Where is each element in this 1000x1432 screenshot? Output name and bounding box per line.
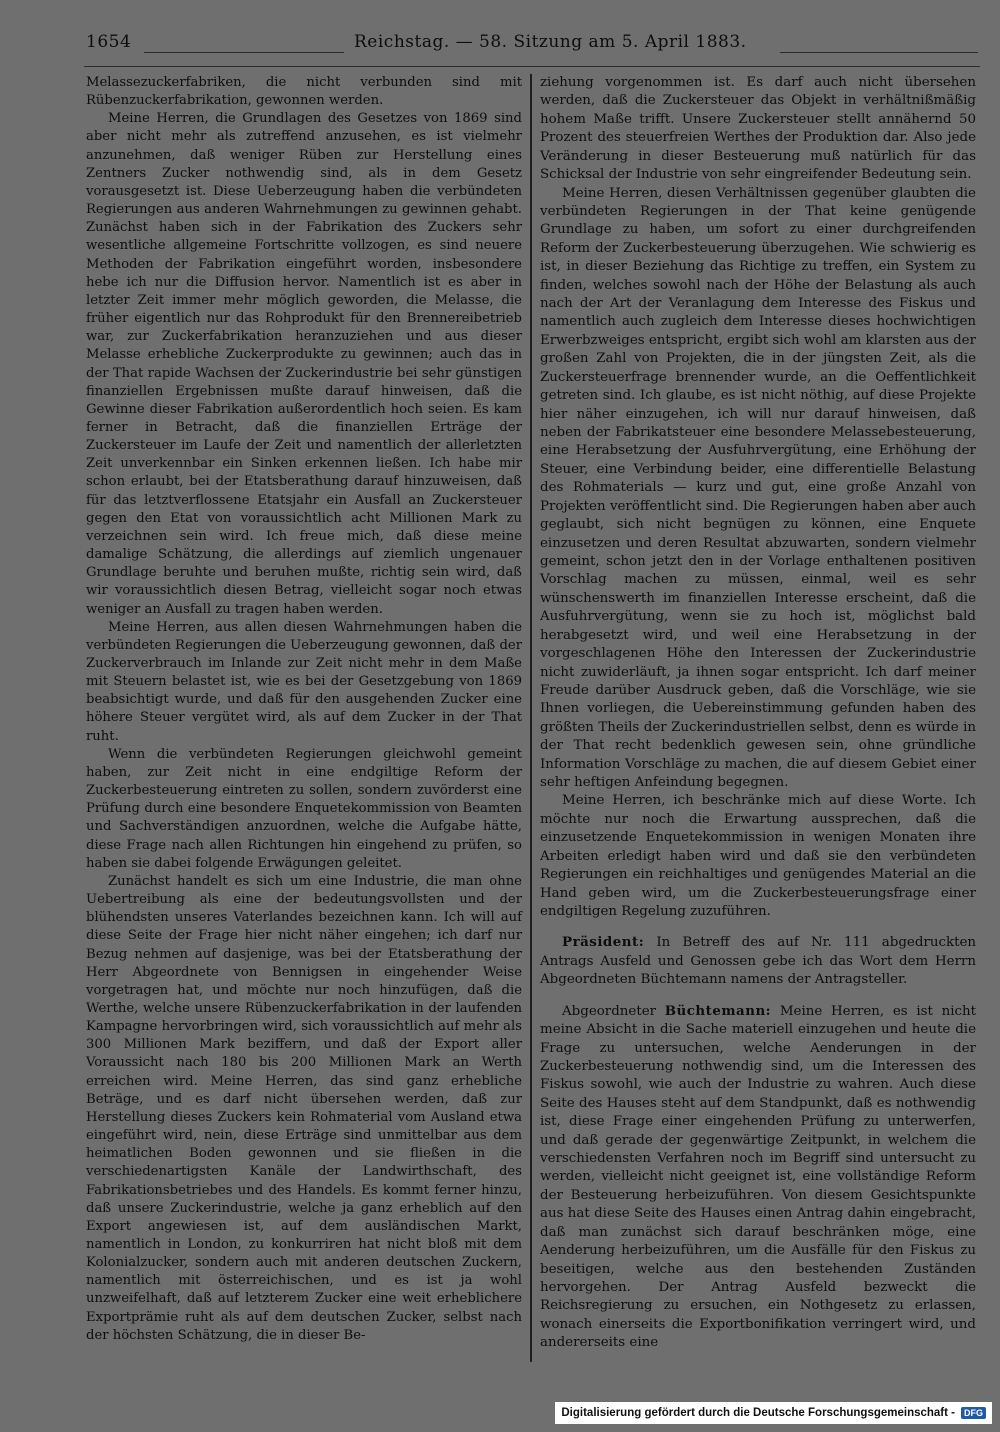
paragraph: Melassezuckerfabriken, die nicht verbunden sind mit Rübenzuckerfabrikation, gewonnen werden. — [86, 75, 522, 109]
statement-text: Meine Herren, es ist nicht meine Absicht in die Sache materiell einzugehen und heute die Frage zu untersuchen, welche Aenderungen in der Zuckerbesteuerung nothwendig sind, um die Interessen des Fiskus sowohl, wie auch der Industrie zu wahren. Auch diese Seite des Hauses steht auf dem Standpunkt, daß es nothwendig ist, diese Frage einer eingehenden Prüfung zu unterwerfen, und daß gerade der gegenwärtige Zeitpunkt, in welchem die verschiedensten Verfahren noch im Begriff sind untersucht zu werden, vielleicht nicht geeignet ist, eine vollständige Reform der Besteuerung herbeizuführen. Von diesem Gesichtspunkte aus hat diese Seite des Hauses einen Antrag dahin eingebracht, daß man zunächst sich darauf beschränken möge, eine Aenderung herbeizuführen, um die Ausfälle für den Fiskus zu beseitigen, welche aus den bestehenden Zuständen hervorgehen. Der Antrag Ausfeld bezweckt die Reichsregierung zu ersuchen, ein Nothgesetz zu erlassen, wonach einerseits die Exportbonifikation verringert wird, und andererseits eine — [540, 1003, 976, 1351]
speaker-president: Präsident: — [562, 934, 645, 951]
digitization-credit — [555, 1402, 992, 1424]
paragraph: Meine Herren, die Grundlagen des Gesetzes von 1869 sind aber nicht mehr als zutreffend anzusehen, es ist vielmehr anzunehmen, daß weniger Rüben zur Herstellung eines Zentners Zucker nothwendig sind, als in dem Gesetz vorausgesetzt ist. Diese Ueberzeugung haben die verbündeten Regierungen aus anderen Wahrnehmungen zu gewinnen gehabt. Zunächst haben sich in der Fabrikation des Zuckers sehr wesentliche allgemeine Fortschritte vollzogen, es sind neuere Methoden der Fabrikation eingeführt worden, insbesondere hebe ich nur die Diffusion hervor. Namentlich ist es aber in letzter Zeit immer mehr möglich geworden, die Melasse, die früher eigentlich nur das Rohprodukt für den Brennereibetrieb war, zur Zuckerfabrikation heranzuziehen und aus dieser Melasse erhebliche Zuckerprodukte zu gewinnen; auch das in der That rapide Wachsen der Zuckerindustrie bei sehr günstigen finanziellen Ergebnissen mußte darauf hinweisen, daß die Gewinne dieser Fabrikation außerordentlich hoch seien. Es kam ferner in Betracht, daß die finanziellen Erträge der Zuckersteuer im Laufe der Zeit und namentlich der allerletzten Zeit unverkennbar ein Sinken erkennen ließen. Ich habe mir schon erlaubt, bei der Etatsberathung darauf hinzuweisen, daß für das letztverflossene Etatsjahr ein Ausfall an Zuckersteuer gegen den Etat von voraussichtlich acht Millionen Mark zu verzeichnen sein wird. Ich freue mich, daß diese meine damalige Schätzung, die allerdings auf ziemlich ungenauer Grundlage beruhte und beruhen mußte, richtig sein wird, daß wir voraussichtlich diesen Betrag, vielleicht sogar noch etwas weniger an Ausfall zu tragen haben werden. — [86, 111, 522, 617]
president-statement — [540, 933, 976, 989]
speaker-buechtemann: Büchtemann: — [664, 1002, 772, 1019]
newspaper-page — [84, 30, 980, 1410]
statement-text: In Betreff des auf Nr. 111 abgedruckten Antrags Ausfeld und Genossen gebe ich das Wort dem Herrn Abgeordneten Büchtemann namens der Antragsteller. — [540, 935, 976, 988]
header-rule-right — [780, 52, 978, 53]
page-header — [84, 30, 980, 67]
speaker-title: Abgeordneter — [562, 1003, 665, 1019]
left-column — [86, 74, 522, 1345]
dfg-logo: DFG — [961, 1407, 986, 1419]
deputy-statement — [540, 1002, 976, 1353]
right-column — [540, 74, 976, 1353]
header-rule-left — [144, 52, 344, 53]
paragraph: ziehung vorgenommen ist. Es darf auch nicht übersehen werden, daß die Zuckersteuer das Objekt in verhältnißmäßig hohem Maße trifft. Unsere Zuckersteuer stellt annähernd 50 Prozent des steuerfreien Werthes der Produktion dar. Also jede Veränderung in dieser Besteuerung muß natürlich für das Schicksal der Industrie von sehr eingreifender Bedeutung sein. — [540, 75, 976, 183]
paragraph: Wenn die verbündeten Regierungen gleichwohl gemeint haben, zur Zeit nicht in eine endgiltige Reform der Zuckerbesteuerung eintreten zu sollen, sondern zuvörderst eine Prüfung durch eine besondere Enquetekommission von Beamten und Sachverständigen anzuordnen, welche die Aufgabe hätte, diese Frage nach allen Richtungen hin eingehend zu prüfen, so haben sie dabei folgende Erwägungen geleitet. — [86, 746, 522, 871]
column-divider — [530, 74, 532, 1362]
credit-text: Digitalisierung gefördert durch die Deutsche Forschungsgemeinschaft - — [561, 1407, 955, 1419]
running-head: Reichstag. — 58. Sitzung am 5. April 1883. — [354, 32, 747, 52]
paragraph: Meine Herren, diesen Verhältnissen gegenüber glaubten die verbündeten Regierungen in der That keine genügende Grundlage zu haben, um sofort zu einer durchgreifenden Reform der Zuckerbesteuerung überzugehen. Wie schwierig es ist, in dieser Beziehung das Richtige zu treffen, ein System zu finden, welches sowohl nach der Höhe der Belastung als auch nach der Art der Veranlagung dem Interesse des Fiskus und namentlich auch zugleich dem Interesse dieses hochwichtigen Erwerbzweiges entspricht, ergibt sich wohl am klarsten aus der großen Zahl von Projekten, die in der jüngsten Zeit, als die Zuckersteuerfrage brennender wurde, an die Oeffentlichkeit getreten sind. Ich glaube, es ist nicht nöthig, auf diese Projekte hier näher einzugehen, ich will nur darauf hinweisen, daß neben der Fabrikatsteuer eine besondere Melassebesteuerung, eine Herabsetzung der Ausfuhrvergütung, eine Erhöhung der Steuer, eine Verbindung beider, eine differentielle Belastung des Rohmaterials — kurz und gut, eine große Anzahl von Projekten veröffentlicht sind. Die Regierungen haben aber auch geglaubt, sich nicht begnügen zu können, eine Enquete einzusetzen und deren Resultat abzuwarten, sondern vielmehr gemeint, schon jetzt den in der Vorlage enthaltenen positiven Vorschlag machen zu müssen, einmal, weil es sehr wünschenswerth im finanziellen Interesse erscheint, daß die Ausfuhrvergütung, wenn sie zu hoch ist, möglichst bald herabgesetzt wird, und weil eine Herabsetzung in der vorgeschlagenen Höhe den Interessen der Zuckerindustrie nicht zuwiderläuft, ja ihnen sogar entspricht. Ich darf meiner Freude darüber Ausdruck geben, daß die Vorschläge, wie sie Ihnen vorliegen, die Uebereinstimmung gefunden haben des größten Theils der Zuckerindustriellen selbst, denn es würde in der That recht bedenklich gewesen sein, ohne gründliche Information Vorschläge zu machen, die auf diesem Gebiet einer sehr heftigen Anfeindung begegnen. — [540, 185, 976, 791]
paragraph: Zunächst handelt es sich um eine Industrie, die man ohne Uebertreibung als eine der bedeutungsvollsten und der blühendsten unseres Vaterlandes bezeichnen kann. Ich will auf diese Seite der Frage hier nicht näher eingehen; ich darf nur Bezug nehmen auf dasjenige, was bei der Etatsberathung der Herr Abgeordnete von Bennigsen in eingehender Weise vorgetragen hat, und möchte nur noch hinzufügen, daß die Werthe, welche unsere Rübenzuckerfabrikation in der laufenden Kampagne hervorbringen wird, sich voraussichtlich auf mehr als 300 Millionen Mark beziffern, und daß der Export aller Voraussicht nach 180 bis 200 Millionen Mark an Werth erreichen wird. Meine Herren, das sind ganz erhebliche Beträge, und es darf nicht übersehen werden, daß zur Herstellung dieses Zuckers kein Rohmaterial vom Ausland etwa eingeführt wird, nein, diese Erträge sind unmittelbar aus dem heimatlichen Boden gewonnen und sie fließen in die verschiedenartigsten Kanäle der Landwirthschaft, des Fabrikationsbetriebes und des Handels. Es kommt ferner hinzu, daß unsere Zuckerindustrie, welche ja ganz erheblich auf den Export angewiesen ist, auf dem ausländischen Markt, namentlich in London, zu konkurriren hat nicht bloß mit dem Kolonialzucker, sondern auch mit anderen deutschen Zuckern, namentlich mit österreichischen, und es ist ja wohl unzweifelhaft, daß auf letzterem Zucker eine weit erheblichere Exportprämie ruht als auf dem deutschen Zucker, selbst nach der höchsten Schätzung, die in dieser Be- — [86, 873, 522, 1343]
paragraph: Meine Herren, aus allen diesen Wahrnehmungen haben die verbündeten Regierungen die Ueberzeugung gewonnen, daß der Zuckerverbrauch im Inlande zur Zeit nicht mehr in dem Maße mit Steuern belastet ist, wie es bei der Gesetzgebung von 1869 beabsichtigt wurde, und daß für den ausgehenden Zucker eine höhere Steuer vergütet wird, als auf dem Zucker in der That ruht. — [86, 619, 522, 744]
page-number: 1654 — [86, 32, 132, 52]
paragraph: Meine Herren, ich beschränke mich auf diese Worte. Ich möchte nur noch die Erwartung aussprechen, daß die einzusetzende Enquetekommission in wenigen Monaten ihre Arbeiten erledigt haben wird und daß sie den verbündeten Regierungen ein reichhaltiges und genügendes Material an die Hand geben wird, um die Zuckerbesteuerungsfrage einer endgiltigen Regelung zuzuführen. — [540, 793, 976, 919]
